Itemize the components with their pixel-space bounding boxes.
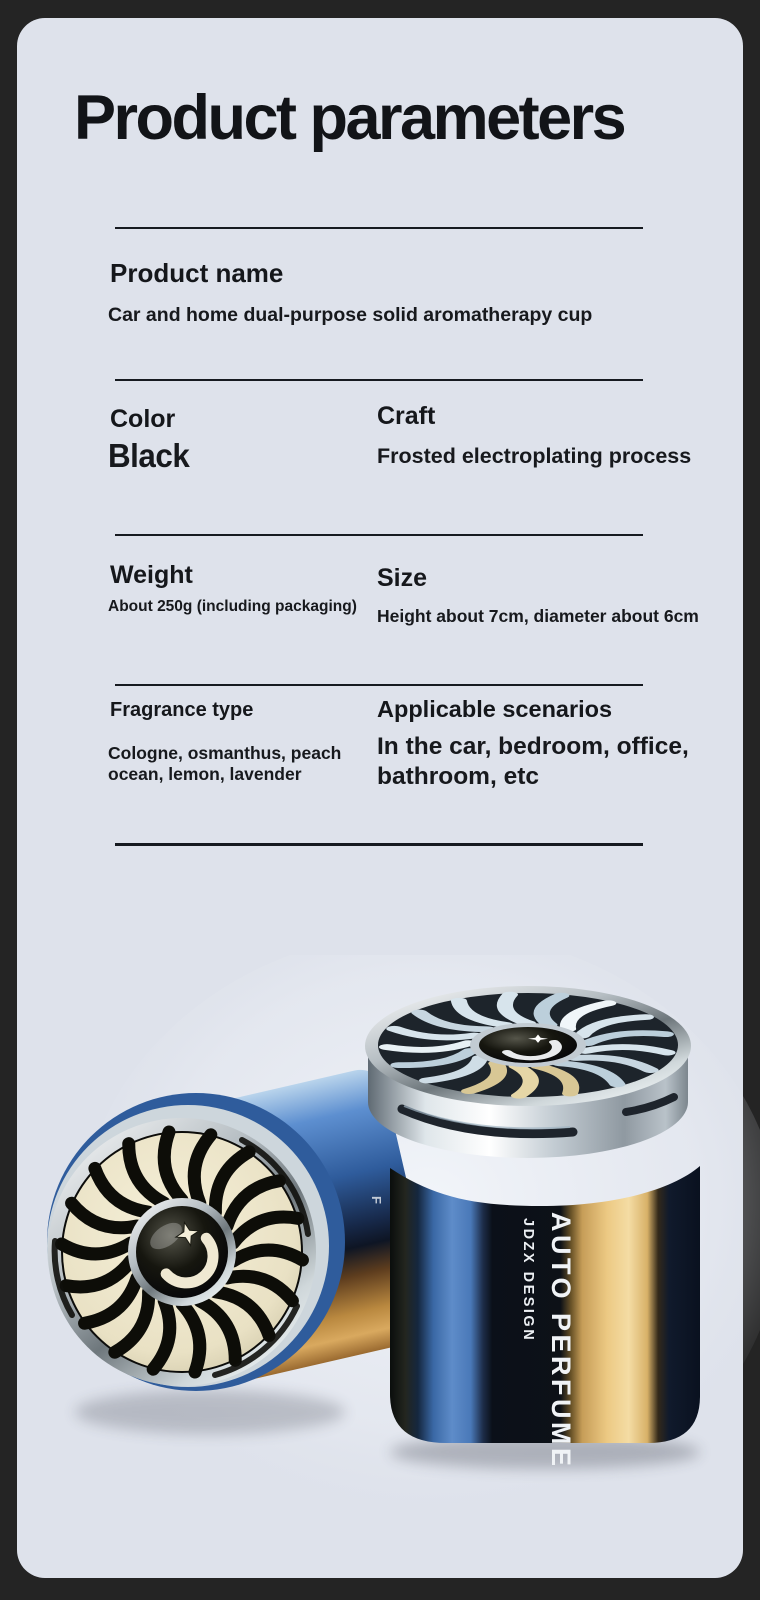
standing-cap-top: [365, 986, 691, 1106]
brand-text-primary: AUTO PERFUME: [546, 1212, 576, 1470]
divider-under-fragrance: [115, 843, 643, 846]
divider-under-title: [115, 227, 643, 229]
lying-diffuser-face: [47, 1093, 345, 1391]
fragrance-type-value: Cologne, osmanthus, peach ocean, lemon, lavender: [108, 743, 342, 785]
divider-under-color-craft: [115, 534, 643, 536]
product-name-label: Product name: [110, 258, 284, 288]
divider-under-weight-size: [115, 684, 643, 686]
weight-value: About 250g (including packaging): [108, 598, 357, 615]
product-name-value: Car and home dual-purpose solid aromatherapy cup: [108, 304, 593, 326]
fragrance-type-label: Fragrance type: [110, 699, 254, 721]
craft-label: Craft: [377, 402, 436, 430]
divider-under-product-name: [115, 379, 643, 381]
weight-label: Weight: [110, 561, 193, 589]
size-value: Height about 7cm, diameter about 6cm: [377, 606, 699, 626]
product-photo: [0, 955, 760, 1600]
standing-diffuser: [365, 986, 700, 1470]
applicable-scenarios-value: In the car, bedroom, office, bathroom, etc: [377, 733, 689, 790]
color-label: Color: [110, 405, 176, 433]
color-value: Black: [108, 437, 190, 474]
lying-diffuser-shadow: [75, 1390, 345, 1434]
brand-text-secondary: JDZX DESIGN: [520, 1218, 536, 1343]
page-title: Product parameters: [74, 83, 625, 153]
standing-cap-hub: [470, 1023, 586, 1067]
standing-partial-side-text: F: [369, 1196, 384, 1206]
lying-hub: [128, 1198, 236, 1306]
standing-body: [390, 1166, 700, 1443]
size-label: Size: [377, 564, 428, 592]
craft-value: Frosted electroplating process: [377, 444, 692, 468]
applicable-scenarios-label: Applicable scenarios: [377, 696, 613, 722]
